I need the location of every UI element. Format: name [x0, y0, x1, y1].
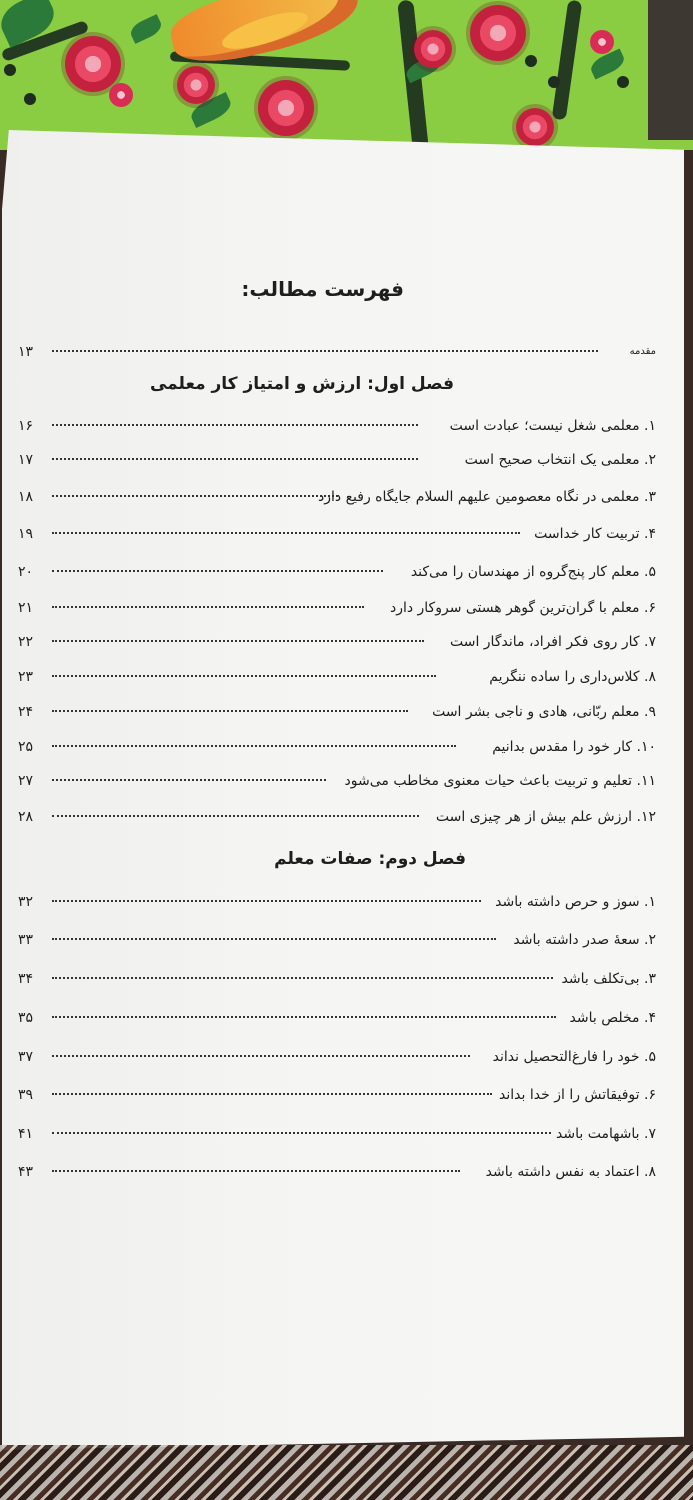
toc-entry-page: ۴۱ [18, 1126, 34, 1142]
rose-decoration [516, 108, 554, 146]
toc-dot-leader [52, 458, 418, 462]
toc-entry-label: ۱۲. ارزش علم بیش از هر چیزی است [435, 809, 656, 825]
toc-entry [18, 771, 656, 793]
toc-entry-page: ۲۰ [18, 564, 34, 580]
toc-entry [18, 562, 656, 584]
toc-entry [18, 969, 656, 991]
rose-decoration [258, 80, 314, 136]
toc-entry-page: ۲۵ [18, 739, 34, 755]
toc-entry-page: ۲۴ [18, 704, 34, 720]
toc-entry-label: ۱. معلمی شغل نیست؛ عبادت است [449, 418, 656, 434]
toc-entry [18, 416, 656, 438]
toc-dot-leader [52, 1055, 470, 1059]
book-cover-decoration [0, 0, 693, 150]
toc-entry-label: ۹. معلم ربّانی، هادی و ناجی بشر است [432, 704, 656, 720]
toc-entry-page: ۲۳ [18, 669, 34, 685]
toc-entry-label: ۲. سعهٔ صدر داشته باشد [513, 932, 656, 948]
rose-decoration [177, 66, 215, 104]
toc-entry-page: ۳۷ [18, 1049, 34, 1065]
berry-decoration [617, 76, 629, 88]
leaf-decoration [128, 14, 165, 44]
toc-entry [18, 930, 656, 952]
toc-entry-label: ۶. معلم با گران‌ترین گوهر هستی سروکار دارد [389, 600, 656, 616]
toc-dot-leader [52, 710, 408, 714]
toc-dot-leader [52, 532, 520, 536]
toc-dot-leader [52, 570, 383, 574]
toc-dot-leader [52, 900, 481, 904]
toc-entry-page: ۱۹ [18, 526, 34, 542]
toc-entry-page: ۲۸ [18, 809, 34, 825]
toc-dot-leader [52, 745, 456, 749]
toc-dot-leader [52, 815, 419, 819]
rose-decoration [414, 30, 452, 68]
rose-decoration [65, 36, 121, 92]
toc-dot-leader [52, 640, 424, 644]
toc-entry-page: ۳۴ [18, 971, 34, 987]
toc-entry [18, 1124, 656, 1146]
toc-entry-label: ۴. مخلص باشد [569, 1010, 656, 1026]
berry-decoration [4, 64, 16, 76]
toc-entry-label: ۵. معلم کار پنج‌گروه از مهندسان را می‌کند [410, 564, 656, 580]
toc-section-heading: فصل دوم: صفات معلم [274, 849, 466, 869]
toc-dot-leader [52, 350, 598, 354]
toc-entry [18, 487, 656, 509]
toc-entry [18, 598, 656, 620]
background-surface [648, 0, 693, 140]
toc-entry-label: ۲. معلمی یک انتخاب صحیح است [464, 452, 656, 468]
toc-entry-label: ۸. کلاس‌داری را ساده ننگریم [489, 669, 656, 685]
toc-entry-label: ۴. تربیت کار خداست [534, 526, 656, 542]
toc-entry [18, 1047, 656, 1069]
rose-decoration [109, 83, 133, 107]
toc-dot-leader [52, 1016, 556, 1020]
toc-entry-page: ۳۳ [18, 932, 34, 948]
toc-entry [18, 632, 656, 654]
berry-decoration [24, 93, 36, 105]
toc-entry-page: ۱۶ [18, 418, 34, 434]
toc-entry-page: ۲۱ [18, 600, 34, 616]
toc-dot-leader [52, 938, 496, 942]
toc-entry-page: ۳۹ [18, 1087, 34, 1103]
carpet-texture [0, 1445, 693, 1500]
toc-entry-page: ۱۷ [18, 452, 34, 468]
toc-entry-label: ۷. کار روی فکر افراد، ماندگار است [449, 634, 656, 650]
toc-title: فهرست مطالب: [241, 277, 404, 301]
rose-decoration [470, 5, 526, 61]
toc-entry-label: ۸. اعتماد به نفس داشته باشد [485, 1164, 656, 1180]
toc-entry-page: ۳۲ [18, 894, 34, 910]
toc-dot-leader [52, 1093, 492, 1097]
toc-entry-label: ۶. توفیقاتش را از خدا بداند [499, 1087, 656, 1103]
branch-decoration [552, 0, 583, 120]
toc-entry-page: ۴۳ [18, 1164, 34, 1180]
toc-dot-leader [52, 779, 326, 783]
toc-dot-leader [52, 424, 418, 428]
toc-intro-row [18, 342, 656, 364]
toc-entry [18, 892, 656, 914]
leaf-decoration [588, 48, 627, 79]
toc-entry [18, 667, 656, 689]
toc-entry-page: ۱۸ [18, 489, 34, 505]
toc-entry-page: ۲۷ [18, 773, 34, 789]
toc-entry-page: ۲۲ [18, 634, 34, 650]
toc-entry [18, 737, 656, 759]
toc-entry [18, 450, 656, 472]
berry-decoration [548, 76, 560, 88]
toc-entry-label: ۳. معلمی در نگاه معصومین علیهم السلام جایگاه رفیع دارد [318, 489, 656, 505]
toc-entry [18, 702, 656, 724]
toc-dot-leader [52, 606, 364, 610]
toc-entry [18, 1162, 656, 1184]
toc-entry [18, 1008, 656, 1030]
toc-entry-label: ۵. خود را فارغ‌التحصیل نداند [492, 1049, 656, 1065]
toc-entry [18, 807, 656, 829]
toc-intro-label: مقدمه [629, 346, 656, 357]
toc-entry-label: ۱۰. کار خود را مقدس بدانیم [492, 739, 656, 755]
toc-entry [18, 524, 656, 546]
toc-intro-page: ۱۳ [18, 344, 34, 360]
berry-decoration [525, 55, 537, 67]
toc-entry-label: ۷. باشهامت باشد [556, 1126, 656, 1142]
toc-section-heading: فصل اول: ارزش و امتیاز کار معلمی [149, 374, 454, 394]
toc-entry-label: ۱۱. تعلیم و تربیت باعث حیات معنوی مخاطب می‌شود [344, 773, 656, 789]
toc-dot-leader [52, 1132, 551, 1136]
toc-entry-label: ۱. سوز و حرص داشته باشد [495, 894, 656, 910]
rose-decoration [590, 30, 614, 54]
toc-entry [18, 1085, 656, 1107]
toc-entry-label: ۳. بی‌تکلف باشد [561, 971, 656, 987]
toc-dot-leader [52, 675, 436, 679]
toc-entry-page: ۳۵ [18, 1010, 34, 1026]
toc-dot-leader [52, 977, 553, 981]
toc-dot-leader [52, 495, 338, 499]
toc-dot-leader [52, 1170, 460, 1174]
